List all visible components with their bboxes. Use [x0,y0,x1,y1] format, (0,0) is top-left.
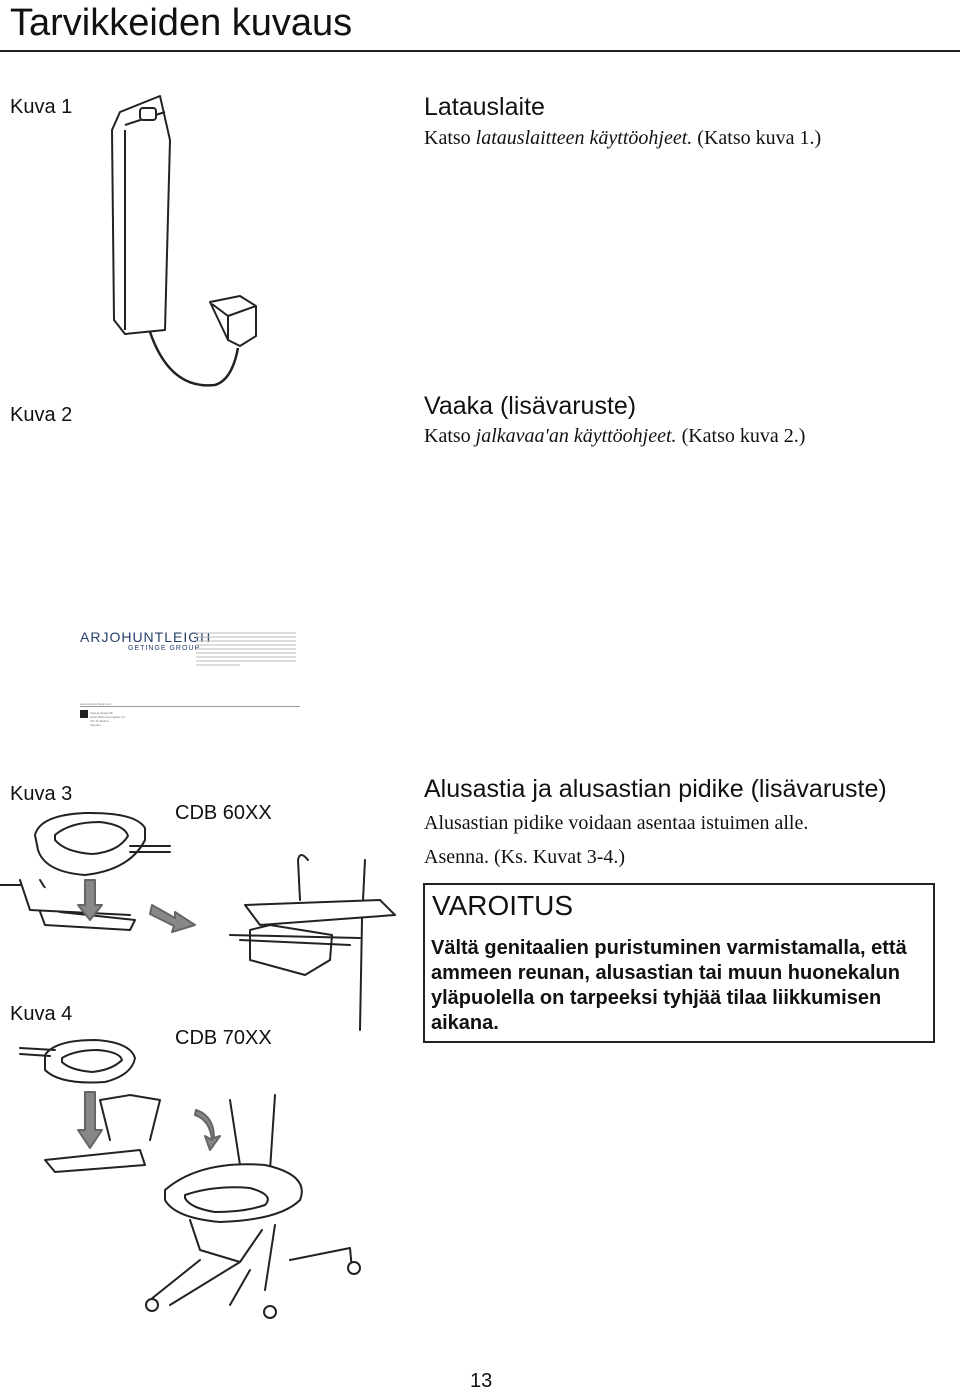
cover-address-1: ArjoHuntleigh AB [90,711,113,715]
cover-url: www.ArjoHuntleigh.com [80,702,112,706]
page-title: Tarvikkeiden kuvaus [10,2,353,44]
figure-label-3: Kuva 3 [10,783,73,805]
charger-heading: Latauslaite [424,93,545,121]
warning-title: VAROITUS [432,890,574,921]
figure-label-4: Kuva 4 [10,1003,73,1025]
cover-address-2: Hans Michelsensgatan 10 [90,715,125,719]
bedpan-heading: Alusastia ja alusastian pidike (lisävaruste) [424,775,887,803]
bedpan-text-2: Asenna. (Ks. Kuvat 3-4.) [424,846,626,868]
arjohuntleigh-logo: ARJOHUNTLEIGH [80,629,212,645]
cover-address-4: Sweden [90,723,101,727]
getinge-group-logo: GETINGE GROUP [128,645,201,652]
figure-label-2: Kuva 2 [10,404,73,426]
charger-text: Katso latauslaitteen käyttöohjeet. (Katso kuva 1.) [424,127,822,149]
bedpan-text-1: Alusastian pidike voidaan asentaa istuimen alle. [424,812,809,834]
scale-text: Katso jalkavaa'an käyttöohjeet. (Katso kuva 2.) [424,425,806,447]
cover-address-3: 211 20 Malmö [90,719,109,723]
scale-heading: Vaaka (lisävaruste) [424,392,637,420]
figure-label-1: Kuva 1 [10,96,73,118]
model-label-cdb70: CDB 70XX [175,1027,272,1049]
page-number: 13 [470,1370,493,1392]
warning-text: Vältä genitaalien puristuminen varmistamalla, että ammeen reunan, alusastian tai muun huonekalun yläpuolella on tarpeeksi tyhjää tilaa liikkumisen aikana. [431,937,907,1034]
model-label-cdb60: CDB 60XX [175,802,272,824]
